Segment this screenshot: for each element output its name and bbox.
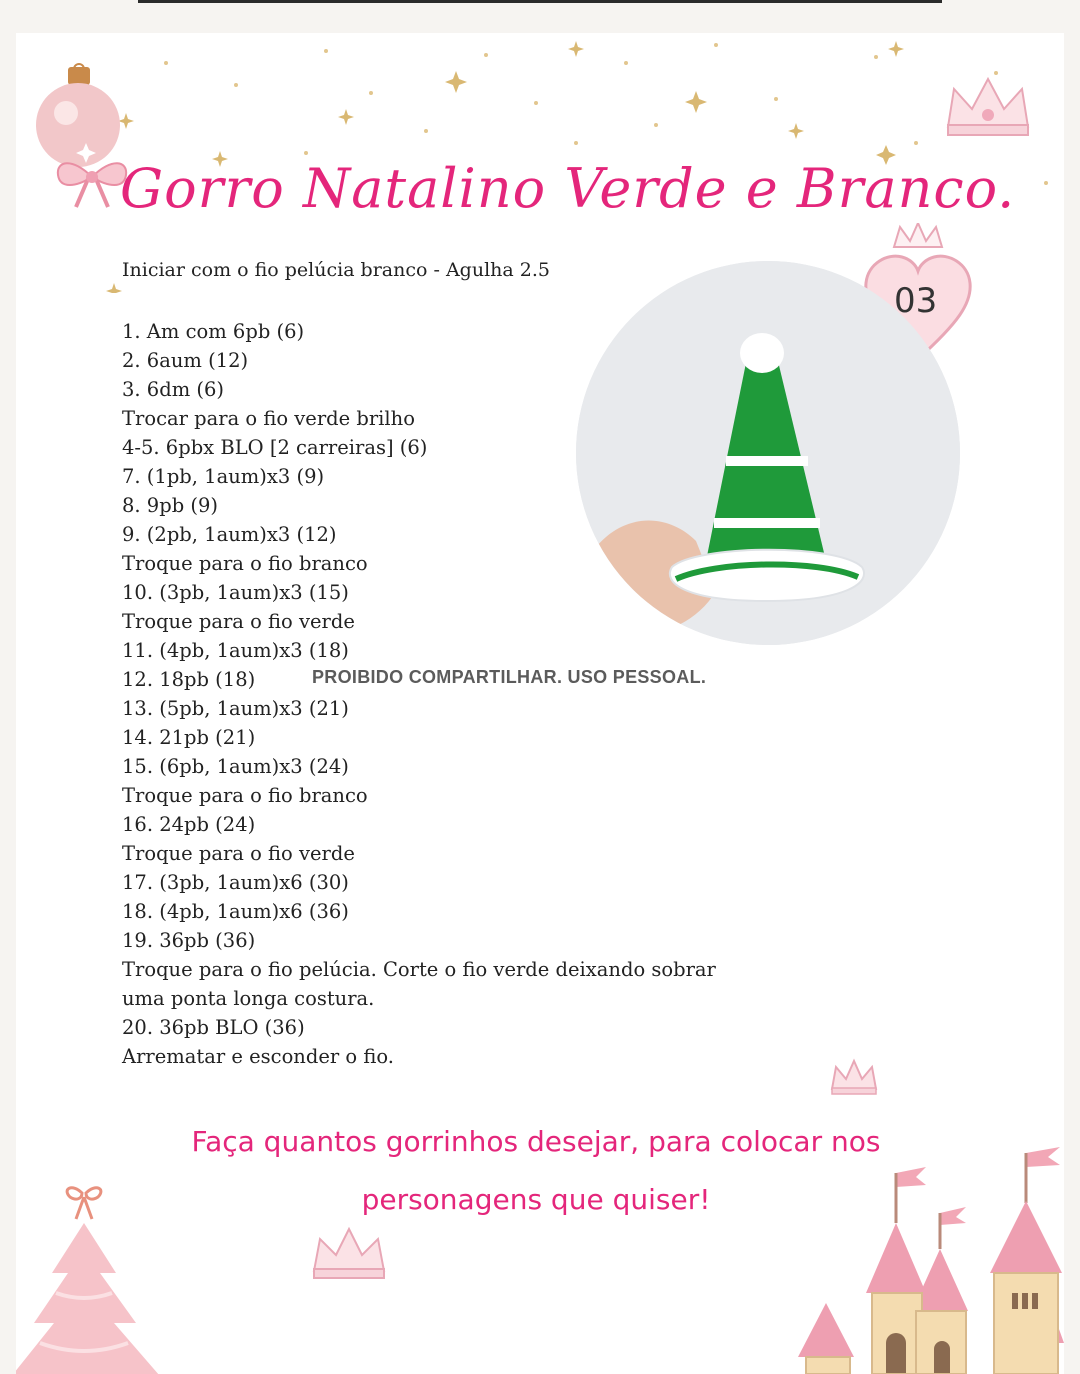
copyright-notice: PROIBIDO COMPARTILHAR. USO PESSOAL. — [312, 667, 707, 687]
list-item: Arrematar e esconder o fio. — [122, 1045, 394, 1068]
list-item: 1. Am com 6pb (6) — [122, 320, 305, 343]
list-item: 11. (4pb, 1aum)x3 (18) — [122, 639, 349, 662]
list-item: 15. (6pb, 1aum)x3 (24) — [122, 755, 349, 778]
list-item: Troque para o fio branco — [122, 784, 368, 807]
hat-photo — [576, 261, 960, 645]
list-item: 10. (3pb, 1aum)x3 (15) — [122, 581, 349, 604]
pattern-page — [16, 33, 1064, 1374]
list-item: Troque para o fio verde — [122, 610, 355, 633]
list-item: 20. 36pb BLO (36) — [122, 1016, 305, 1039]
castle-icon — [776, 1143, 1064, 1374]
page-title: Gorro Natalino Verde e Branco. — [120, 157, 1016, 220]
crown-icon — [826, 1057, 882, 1097]
list-item: Troque para o fio branco — [122, 552, 368, 575]
list-item: 13. (5pb, 1aum)x3 (21) — [122, 697, 349, 720]
list-item: 7. (1pb, 1aum)x3 (9) — [122, 465, 325, 488]
crown-icon — [306, 1223, 392, 1283]
intro-text: Iniciar com o fio pelúcia branco - Agulha 2.5 — [122, 259, 550, 281]
list-item: 16. 24pb (24) — [122, 813, 256, 836]
list-item: 2. 6aum (12) — [122, 349, 249, 372]
closing-line-2: personagens que quiser! — [361, 1183, 711, 1216]
list-item: 4-5. 6pbx BLO [2 carreiras] (6) — [122, 436, 428, 459]
top-divider — [138, 0, 942, 3]
list-item: Troque para o fio pelúcia. Corte o fio verde deixando sobrar — [122, 958, 716, 981]
list-item: 18. (4pb, 1aum)x6 (36) — [122, 900, 349, 923]
list-item: 9. (2pb, 1aum)x3 (12) — [122, 523, 337, 546]
list-item: Troque para o fio verde — [122, 842, 355, 865]
list-item: 12. 18pb (18) — [122, 668, 256, 691]
list-item: 3. 6dm (6) — [122, 378, 225, 401]
list-item: 17. (3pb, 1aum)x6 (30) — [122, 871, 349, 894]
list-item: uma ponta longa costura. — [122, 987, 375, 1010]
closing-line-1: Faça quantos gorrinhos desejar, para colocar nos — [191, 1125, 881, 1158]
list-item: 19. 36pb (36) — [122, 929, 256, 952]
list-item: 8. 9pb (9) — [122, 494, 218, 517]
christmas-tree-icon — [16, 1183, 196, 1374]
pattern-number-badge: 03 — [894, 281, 938, 321]
list-item: Trocar para o fio verde brilho — [122, 407, 415, 430]
list-item: 14. 21pb (21) — [122, 726, 256, 749]
crown-icon — [938, 71, 1038, 141]
